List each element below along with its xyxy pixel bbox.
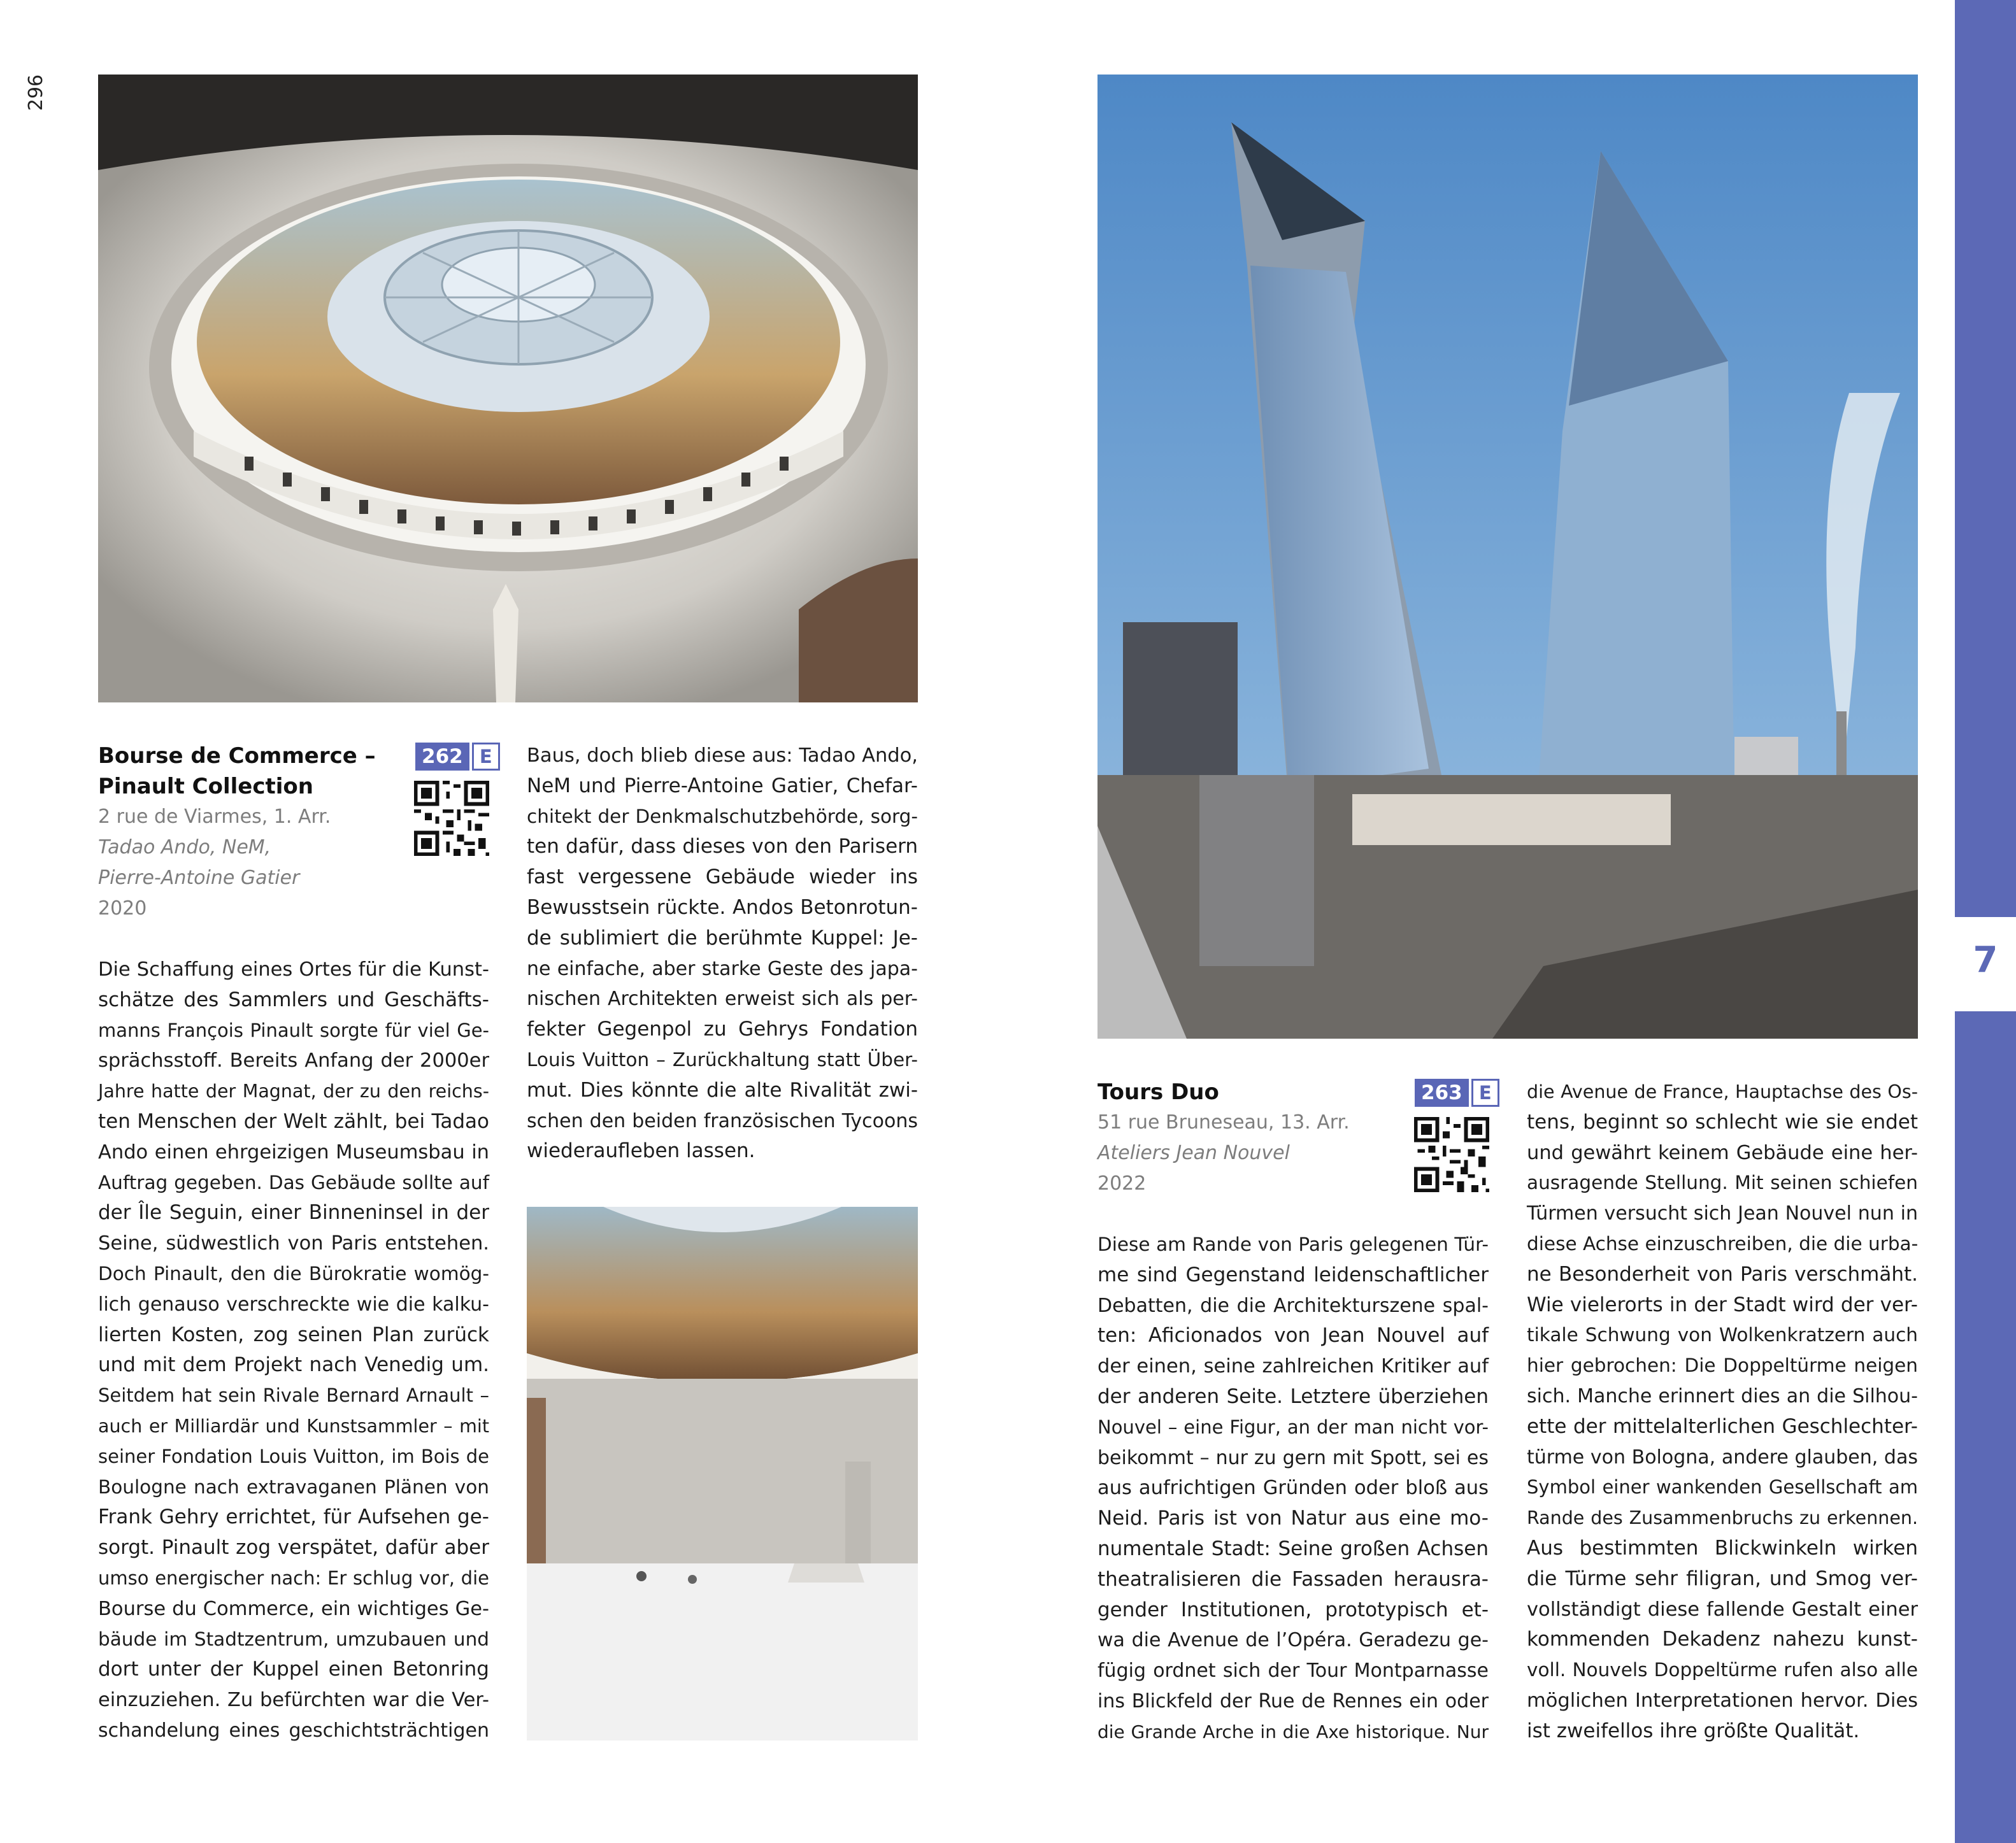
text-line: nischen Architekten erweist sich als per- (527, 988, 918, 1011)
text-line: ette der mittelalterlichen Geschlechter- (1527, 1414, 1918, 1438)
text-line: Jahre hatte der Magnat, der zu den reichs- (98, 1081, 489, 1102)
text-line: Boulogne nach extravaganen Plänen von (98, 1476, 489, 1498)
bourse-text-column-2 (527, 741, 918, 1167)
bourse-architect-line1: Tadao Ando, NeM, (98, 836, 271, 858)
text-line: Türmen versucht sich Jean Nouvel nun in (1527, 1202, 1918, 1225)
text-line: Bourse du Commerce, ein wichtiges Ge- (98, 1597, 489, 1620)
text-line: gender Institutionen, prototypisch et- (1097, 1598, 1489, 1621)
text-line: Louis Vuitton – Zurückhaltung statt Über- (527, 1048, 918, 1071)
text-line: ne Besonderheit von Paris verschmäht. (1527, 1262, 1918, 1286)
text-line: Baus, doch blieb diese aus: Tadao Ando, (527, 744, 918, 767)
text-line: sprächsstoff. Bereits Anfang der 2000er (98, 1050, 489, 1072)
text-line: sich. Manche erinnert dies an die Silhou- (1527, 1384, 1918, 1407)
text-line: schandelung eines geschichtsträchtigen (98, 1719, 489, 1742)
tours-title: Tours Duo (1097, 1079, 1219, 1105)
text-line: dort unter der Kuppel einen Betonring (98, 1658, 489, 1681)
text-line: Auftrag gegeben. Das Gebäude sollte auf (98, 1171, 489, 1193)
text-line: Die Schaffung eines Ortes für die Kunst- (98, 958, 489, 981)
bourse-title-line2: Pinault Collection (98, 774, 313, 799)
text-line: Frank Gehry errichtet, für Aufsehen ge- (98, 1505, 489, 1529)
text-line: sorgt. Pinault zog verspätet, dafür aber (98, 1536, 489, 1560)
text-line: die Avenue de France, Hauptachse des Os- (1527, 1081, 1918, 1102)
text-line: tens, beginnt so schlecht wie sie endet (1527, 1110, 1918, 1134)
text-line: kommenden Dekadenz nahezu kunst- (1527, 1628, 1918, 1651)
text-line: numentale Stadt: Seine großen Achsen (1097, 1537, 1489, 1560)
bourse-badge-number: 262 (415, 743, 469, 771)
page-number-left: 296 (25, 74, 48, 111)
text-line: Neid. Paris ist von Natur aus eine mo- (1097, 1507, 1489, 1530)
text-line: wa die Avenue de l’Opéra. Geradezu ge- (1097, 1629, 1489, 1652)
tours-text-column-2 (1527, 1077, 1918, 1747)
chapter-number: 7 (1973, 939, 1998, 981)
text-line: mut. Dies könnte die alte Rivalität zwi- (527, 1078, 918, 1102)
tours-architect: Ateliers Jean Nouvel (1097, 1142, 1290, 1164)
text-line: auch er Milliardär und Kunstsammler – mit (98, 1415, 489, 1437)
bourse-title-line1: Bourse de Commerce – (98, 743, 376, 769)
tours-badge-number: 263 (1415, 1079, 1469, 1107)
bourse-qr-code[interactable] (414, 781, 489, 856)
text-line: Seitdem hat sein Rivale Bernard Arnault – (98, 1384, 489, 1407)
bourse-badge (415, 743, 500, 771)
text-line: ins Blickfeld der Rue de Rennes ein oder (1097, 1690, 1489, 1712)
photo-rotunda-floor (527, 1207, 918, 1740)
text-line: schätze des Sammlers und Geschäfts- (98, 988, 489, 1011)
tours-badge-letter: E (1471, 1079, 1499, 1107)
text-line: lierten Kosten, zog seinen Plan zurück (98, 1323, 489, 1346)
text-line: einzuziehen. Zu befürchten war die Ver- (98, 1689, 489, 1712)
text-line: ten Menschen der Welt zählt, bei Tadao (98, 1109, 489, 1133)
text-line: Wie vielerorts in der Stadt wird der ver- (1527, 1293, 1918, 1316)
text-line: aus aufrichtigen Gründen oder bloß aus (1097, 1477, 1489, 1500)
text-line: der einen, seine zahlreichen Kritiker auf (1097, 1355, 1489, 1378)
tours-qr-code[interactable] (1414, 1117, 1489, 1192)
text-line: seiner Fondation Louis Vuitton, im Bois de (98, 1445, 489, 1467)
bourse-badge-letter: E (472, 743, 500, 771)
bourse-architect-line2: Pierre-Antoine Gatier (98, 867, 300, 889)
text-line: theatralisieren die Fassaden herausra- (1097, 1567, 1489, 1591)
photo-dome-interior (98, 75, 918, 702)
tours-meta (1097, 1107, 1350, 1199)
text-line: umso energischer nach: Er schlug vor, die (98, 1567, 489, 1589)
text-line: Rande des Zusammenbruchs zu erkennen. (1527, 1507, 1918, 1529)
bourse-meta (98, 802, 331, 924)
text-line: Diese am Rande von Paris gelegenen Tür- (1097, 1234, 1489, 1255)
text-line: Nouvel – eine Figur, an der man nicht vor- (1097, 1416, 1489, 1438)
text-line: fekter Gegenpol zu Gehrys Fondation (527, 1018, 918, 1041)
text-line: Debatten, die die Architekturszene spal- (1097, 1294, 1489, 1317)
text-line: Doch Pinault, den die Bürokratie womög- (98, 1262, 489, 1284)
text-line: die Türme sehr filigran, und Smog ver- (1527, 1567, 1918, 1590)
text-line: voll. Nouvels Doppeltürme rufen also alle (1527, 1659, 1918, 1681)
text-line: und gewährt keinem Gebäude eine her- (1527, 1141, 1918, 1164)
bourse-title (98, 741, 376, 802)
text-line: beikommt – nur zu gern mit Spott, sei es (1097, 1446, 1489, 1469)
text-line: möglichen Interpretationen hervor. Dies (1527, 1689, 1918, 1712)
text-line: Aus bestimmten Blickwinkeln wirken (1527, 1536, 1918, 1560)
text-line: de sublimiert die berühmte Kuppel: Je- (527, 926, 918, 950)
text-line: Symbol einer wankenden Gesellschaft am (1527, 1476, 1918, 1498)
text-line: ten dafür, dass dieses von den Parisern (527, 835, 918, 858)
text-line: lich genauso verschreckte wie die kalku- (98, 1293, 489, 1316)
text-line: tikale Schwung von Wolkenkratzern auch (1527, 1324, 1918, 1346)
text-line: ausragende Stellung. Mit seinen schiefen (1527, 1172, 1918, 1194)
text-line: Seine, südwestlich von Paris entstehen. (98, 1232, 489, 1255)
text-line: Ando einen ehrgeizigen Museumsbau in (98, 1141, 489, 1163)
bourse-address: 2 rue de Viarmes, 1. Arr. (98, 806, 331, 828)
tours-text-column-1 (1097, 1230, 1489, 1747)
text-line: der Île Seguin, einer Binneninsel in der (98, 1201, 489, 1225)
tours-year: 2022 (1097, 1172, 1147, 1195)
tours-address: 51 rue Bruneseau, 13. Arr. (1097, 1111, 1350, 1134)
text-line: wiederaufleben lassen. (527, 1139, 755, 1163)
text-line: schen den beiden französischen Tycoons (527, 1109, 918, 1132)
text-line: chitekt der Denkmalschutzbehörde, sorg- (527, 805, 918, 827)
text-line: Bewusstsein rückte. Andos Betonrotun- (527, 895, 918, 919)
bourse-year: 2020 (98, 897, 147, 920)
text-line: und mit dem Projekt nach Venedig um. (98, 1353, 489, 1377)
text-line: hier gebrochen: Die Doppeltürme neigen (1527, 1355, 1918, 1377)
text-line: ne einfache, aber starke Geste des japa- (527, 957, 918, 980)
text-line: vollständigt diese fallende Gestalt einer (1527, 1598, 1918, 1621)
text-line: ist zweifellos ihre größte Qualität. (1527, 1719, 1860, 1742)
text-line: der anderen Seite. Letztere überziehen (1097, 1384, 1489, 1408)
tours-badge (1415, 1079, 1499, 1107)
text-line: manns François Pinault sorgte für viel Ge- (98, 1019, 489, 1041)
text-line: fügig ordnet sich der Tour Montparnasse (1097, 1660, 1489, 1683)
text-line: bäude im Stadtzentrum, umzubauen und (98, 1628, 489, 1650)
text-line: me sind Gegenstand leidenschaftlicher (1097, 1263, 1489, 1286)
photo-tours-duo (1097, 75, 1918, 1039)
text-line: NeM und Pierre-Antoine Gatier, Chefar- (527, 774, 918, 797)
text-line: türme von Bologna, andere glauben, das (1527, 1446, 1918, 1469)
text-line: die Grande Arche in die Axe historique. Nur (1097, 1721, 1489, 1742)
text-line: ten: Aficionados von Jean Nouvel auf (1097, 1324, 1489, 1348)
text-line: diese Achse einzuschreiben, die die urba- (1527, 1232, 1919, 1255)
bourse-text-column-1 (98, 955, 489, 1746)
text-line: fast vergessene Gebäude wieder ins (527, 865, 918, 889)
